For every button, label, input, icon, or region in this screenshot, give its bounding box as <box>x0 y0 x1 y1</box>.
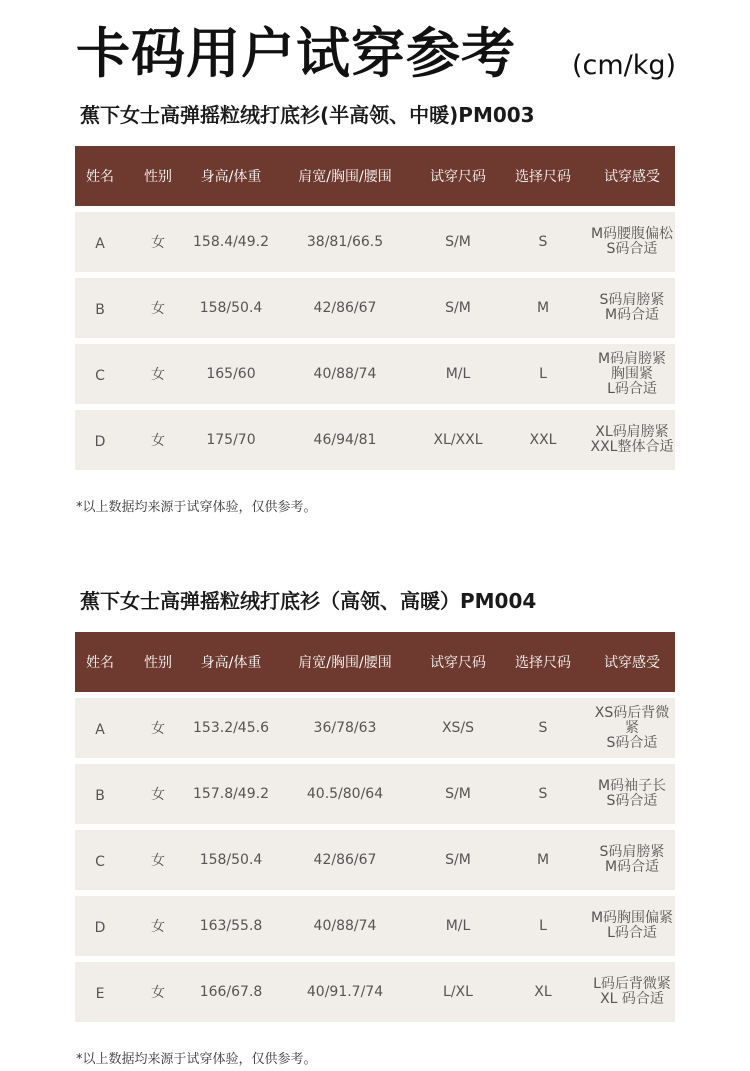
col-header-height-weight: 身高/体重 <box>200 169 262 185</box>
cell-chosen-size: L <box>539 918 547 934</box>
cell-gender: 女 <box>151 235 165 251</box>
table-header <box>75 632 675 692</box>
col-header-name: 姓名 <box>86 169 114 185</box>
table-row <box>75 698 675 758</box>
cell-height-weight: 163/55.8 <box>199 918 263 934</box>
cell-chosen-size: XXL <box>529 432 557 448</box>
cell-chosen-size: L <box>539 366 547 382</box>
col-header-feedback: 试穿感受 <box>604 655 660 671</box>
cell-measurements: 40/88/74 <box>313 366 377 382</box>
cell-measurements: 46/94/81 <box>313 432 377 448</box>
cell-measurements: 42/86/67 <box>313 852 377 868</box>
col-header-height-weight: 身高/体重 <box>200 655 262 671</box>
cell-gender: 女 <box>151 301 165 317</box>
cell-name: A <box>95 236 105 252</box>
cell-chosen-size: S <box>538 786 548 802</box>
cell-try-size: L/XL <box>443 984 473 1000</box>
cell-name: D <box>94 920 106 936</box>
cell-chosen-size: M <box>536 300 550 316</box>
col-header-chosen-size: 选择尺码 <box>515 169 571 185</box>
cell-feedback: S码肩膀紧 M码合适 <box>599 292 665 323</box>
cell-measurements: 40/91.7/74 <box>306 984 384 1000</box>
cell-gender: 女 <box>151 919 165 935</box>
cell-try-size: S/M <box>445 852 471 868</box>
cell-feedback: XL码肩膀紧 XXL整体合适 <box>590 424 674 455</box>
cell-try-size: XL/XXL <box>433 432 483 448</box>
page-title: 卡码用户试穿参考 <box>76 22 516 85</box>
cell-try-size: S/M <box>445 786 471 802</box>
cell-height-weight: 158/50.4 <box>199 300 263 316</box>
table-header <box>75 146 675 206</box>
col-header-gender: 性别 <box>144 169 172 185</box>
col-header-try-size: 试穿尺码 <box>430 655 486 671</box>
table-row <box>75 278 675 338</box>
cell-height-weight: 166/67.8 <box>199 984 263 1000</box>
unit-label: (cm/kg) <box>572 50 677 81</box>
cell-name: E <box>95 986 105 1002</box>
cell-gender: 女 <box>151 787 165 803</box>
cell-try-size: M/L <box>445 918 471 934</box>
table-row <box>75 212 675 272</box>
cell-height-weight: 157.8/49.2 <box>193 786 269 802</box>
cell-height-weight: 158.4/49.2 <box>193 234 269 250</box>
cell-height-weight: 158/50.4 <box>199 852 263 868</box>
table-row <box>75 962 675 1022</box>
cell-measurements: 40/88/74 <box>313 918 377 934</box>
cell-feedback: S码肩膀紧 M码合适 <box>599 844 665 875</box>
cell-chosen-size: M <box>536 852 550 868</box>
col-header-feedback: 试穿感受 <box>604 169 660 185</box>
col-header-try-size: 试穿尺码 <box>430 169 486 185</box>
cell-measurements: 40.5/80/64 <box>306 786 384 802</box>
cell-chosen-size: XL <box>534 984 552 1000</box>
cell-measurements: 38/81/66.5 <box>306 234 384 250</box>
cell-feedback: M码腰腹偏松 S码合适 <box>590 226 674 257</box>
cell-gender: 女 <box>151 367 165 383</box>
cell-name: C <box>95 854 105 870</box>
col-header-chosen-size: 选择尺码 <box>515 655 571 671</box>
size-table-pm004 <box>75 632 675 1022</box>
cell-feedback: M码胸围偏紧 L码合适 <box>590 910 674 941</box>
cell-feedback: M码袖子长 S码合适 <box>597 778 667 809</box>
cell-try-size: S/M <box>445 234 471 250</box>
cell-feedback: L码后背微紧 XL 码合适 <box>593 976 671 1007</box>
cell-height-weight: 153.2/45.6 <box>193 720 269 736</box>
cell-gender: 女 <box>151 985 165 1001</box>
cell-name: B <box>95 788 105 804</box>
cell-height-weight: 175/70 <box>206 432 256 448</box>
section1-title: 蕉下女士高弹摇粒绒打底衫(半高领、中暖)PM003 <box>80 103 535 127</box>
col-header-measurements: 肩宽/胸围/腰围 <box>298 169 392 185</box>
table-row <box>75 896 675 956</box>
cell-chosen-size: S <box>538 720 548 736</box>
cell-name: D <box>94 434 106 450</box>
table-row <box>75 410 675 470</box>
section2-title: 蕉下女士高弹摇粒绒打底衫（高领、高暖）PM004 <box>80 589 537 613</box>
size-table-pm003 <box>75 146 675 470</box>
cell-gender: 女 <box>151 721 165 737</box>
cell-chosen-size: S <box>538 234 548 250</box>
cell-gender: 女 <box>151 433 165 449</box>
cell-try-size: M/L <box>445 366 471 382</box>
cell-measurements: 42/86/67 <box>313 300 377 316</box>
col-header-name: 姓名 <box>86 655 114 671</box>
cell-name: B <box>95 302 105 318</box>
cell-name: C <box>95 368 105 384</box>
cell-feedback: M码肩膀紧 胸围紧 L码合适 <box>597 350 667 397</box>
cell-measurements: 36/78/63 <box>313 720 377 736</box>
cell-try-size: XS/S <box>441 720 475 736</box>
col-header-gender: 性别 <box>144 655 172 671</box>
col-header-measurements: 肩宽/胸围/腰围 <box>298 655 392 671</box>
cell-name: A <box>95 722 105 738</box>
cell-gender: 女 <box>151 853 165 869</box>
table-row <box>75 830 675 890</box>
cell-feedback: XS码后背微紧 S码合适 <box>594 704 670 751</box>
cell-try-size: S/M <box>445 300 471 316</box>
disclaimer-note: *以上数据均来源于试穿体验，仅供参考。 <box>76 500 317 515</box>
table-row <box>75 344 675 404</box>
disclaimer-note: *以上数据均来源于试穿体验，仅供参考。 <box>76 1052 317 1067</box>
cell-height-weight: 165/60 <box>206 366 256 382</box>
table-row <box>75 764 675 824</box>
